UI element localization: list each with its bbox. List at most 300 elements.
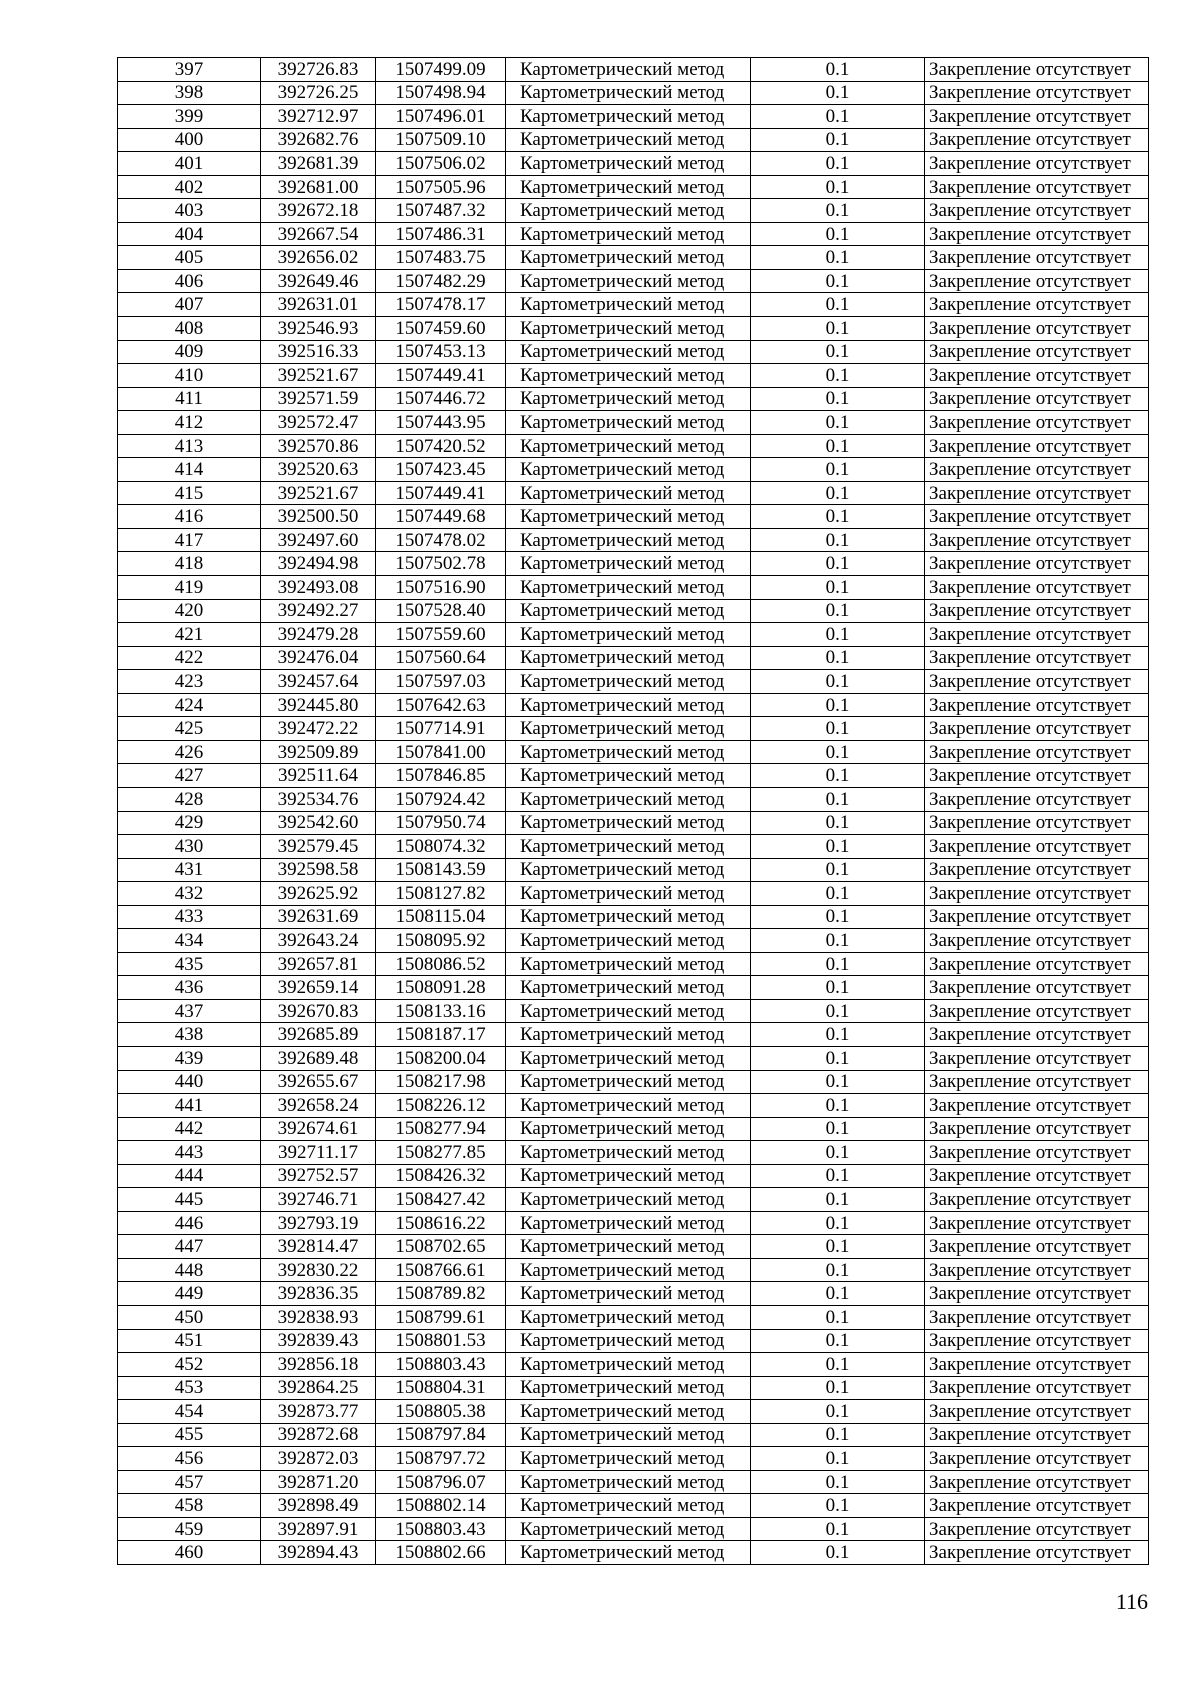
method-cell: Картометрический метод [506,1305,751,1329]
y-coordinate-cell: 1507714.91 [376,717,506,741]
x-coordinate-cell: 392672.18 [261,199,376,223]
method-cell: Картометрический метод [506,105,751,129]
table-row [118,740,1149,764]
fixing-description-cell: Закрепление отсутствует [925,599,1149,623]
method-cell: Картометрический метод [506,1235,751,1259]
fixing-description-cell: Закрепление отсутствует [925,152,1149,176]
method-cell: Картометрический метод [506,717,751,741]
point-number-cell: 425 [118,717,261,741]
x-coordinate-cell: 392898.49 [261,1494,376,1518]
fixing-description-cell: Закрепление отсутствует [925,1376,1149,1400]
x-coordinate-cell: 392598.58 [261,858,376,882]
fixing-description-cell: Закрепление отсутствует [925,1117,1149,1141]
table-row [118,1376,1149,1400]
point-number-cell: 444 [118,1164,261,1188]
table-row [118,787,1149,811]
fixing-description-cell: Закрепление отсутствует [925,858,1149,882]
point-number-cell: 455 [118,1423,261,1447]
accuracy-cell: 0.1 [751,1353,925,1377]
y-coordinate-cell: 1507560.64 [376,646,506,670]
fixing-description-cell: Закрепление отсутствует [925,128,1149,152]
accuracy-cell: 0.1 [751,105,925,129]
point-number-cell: 404 [118,222,261,246]
point-number-cell: 434 [118,929,261,953]
y-coordinate-cell: 1507478.17 [376,293,506,317]
point-number-cell: 442 [118,1117,261,1141]
table-row [118,528,1149,552]
accuracy-cell: 0.1 [751,1541,925,1565]
fixing-description-cell: Закрепление отсутствует [925,905,1149,929]
table-row [118,1447,1149,1471]
accuracy-cell: 0.1 [751,1164,925,1188]
fixing-description-cell: Закрепление отсутствует [925,999,1149,1023]
accuracy-cell: 0.1 [751,882,925,906]
method-cell: Картометрический метод [506,811,751,835]
fixing-description-cell: Закрепление отсутствует [925,505,1149,529]
accuracy-cell: 0.1 [751,623,925,647]
point-number-cell: 413 [118,434,261,458]
point-number-cell: 446 [118,1211,261,1235]
table-row [118,1188,1149,1212]
fixing-description-cell: Закрепление отсутствует [925,693,1149,717]
x-coordinate-cell: 392520.63 [261,458,376,482]
accuracy-cell: 0.1 [751,505,925,529]
method-cell: Картометрический метод [506,1282,751,1306]
y-coordinate-cell: 1508801.53 [376,1329,506,1353]
y-coordinate-cell: 1508766.61 [376,1258,506,1282]
fixing-description-cell: Закрепление отсутствует [925,1094,1149,1118]
accuracy-cell: 0.1 [751,175,925,199]
accuracy-cell: 0.1 [751,387,925,411]
y-coordinate-cell: 1507499.09 [376,58,506,82]
method-cell: Картометрический метод [506,999,751,1023]
method-cell: Картометрический метод [506,858,751,882]
y-coordinate-cell: 1507559.60 [376,623,506,647]
accuracy-cell: 0.1 [751,1517,925,1541]
point-number-cell: 438 [118,1023,261,1047]
point-number-cell: 424 [118,693,261,717]
accuracy-cell: 0.1 [751,1400,925,1424]
point-number-cell: 431 [118,858,261,882]
fixing-description-cell: Закрепление отсутствует [925,269,1149,293]
accuracy-cell: 0.1 [751,599,925,623]
x-coordinate-cell: 392670.83 [261,999,376,1023]
accuracy-cell: 0.1 [751,1094,925,1118]
method-cell: Картометрический метод [506,646,751,670]
x-coordinate-cell: 392839.43 [261,1329,376,1353]
x-coordinate-cell: 392631.69 [261,905,376,929]
method-cell: Картометрический метод [506,293,751,317]
accuracy-cell: 0.1 [751,976,925,1000]
x-coordinate-cell: 392682.76 [261,128,376,152]
point-number-cell: 423 [118,670,261,694]
y-coordinate-cell: 1507846.85 [376,764,506,788]
fixing-description-cell: Закрепление отсутствует [925,1470,1149,1494]
accuracy-cell: 0.1 [751,811,925,835]
x-coordinate-cell: 392457.64 [261,670,376,694]
accuracy-cell: 0.1 [751,1494,925,1518]
x-coordinate-cell: 392752.57 [261,1164,376,1188]
fixing-description-cell: Закрепление отсутствует [925,1070,1149,1094]
x-coordinate-cell: 392793.19 [261,1211,376,1235]
accuracy-cell: 0.1 [751,1447,925,1471]
table-row [118,576,1149,600]
y-coordinate-cell: 1508805.38 [376,1400,506,1424]
fixing-description-cell: Закрепление отсутствует [925,175,1149,199]
y-coordinate-cell: 1508797.84 [376,1423,506,1447]
accuracy-cell: 0.1 [751,340,925,364]
x-coordinate-cell: 392542.60 [261,811,376,835]
method-cell: Картометрический метод [506,693,751,717]
table-row [118,434,1149,458]
x-coordinate-cell: 392836.35 [261,1282,376,1306]
accuracy-cell: 0.1 [751,835,925,859]
method-cell: Картометрический метод [506,340,751,364]
table-row [118,1070,1149,1094]
table-row [118,1282,1149,1306]
fixing-description-cell: Закрепление отсутствует [925,811,1149,835]
method-cell: Картометрический метод [506,976,751,1000]
table-row [118,882,1149,906]
method-cell: Картометрический метод [506,505,751,529]
point-number-cell: 403 [118,199,261,223]
table-row [118,1023,1149,1047]
table-row [118,1541,1149,1565]
table-row [118,222,1149,246]
y-coordinate-cell: 1507449.41 [376,481,506,505]
point-number-cell: 419 [118,576,261,600]
y-coordinate-cell: 1507506.02 [376,152,506,176]
y-coordinate-cell: 1507443.95 [376,411,506,435]
fixing-description-cell: Закрепление отсутствует [925,222,1149,246]
accuracy-cell: 0.1 [751,787,925,811]
method-cell: Картометрический метод [506,1211,751,1235]
accuracy-cell: 0.1 [751,528,925,552]
method-cell: Картометрический метод [506,1070,751,1094]
accuracy-cell: 0.1 [751,364,925,388]
accuracy-cell: 0.1 [751,152,925,176]
y-coordinate-cell: 1508803.43 [376,1353,506,1377]
y-coordinate-cell: 1507841.00 [376,740,506,764]
fixing-description-cell: Закрепление отсутствует [925,1046,1149,1070]
x-coordinate-cell: 392572.47 [261,411,376,435]
x-coordinate-cell: 392746.71 [261,1188,376,1212]
accuracy-cell: 0.1 [751,128,925,152]
point-number-cell: 398 [118,81,261,105]
x-coordinate-cell: 392497.60 [261,528,376,552]
method-cell: Картометрический метод [506,128,751,152]
x-coordinate-cell: 392546.93 [261,317,376,341]
point-number-cell: 440 [118,1070,261,1094]
method-cell: Картометрический метод [506,905,751,929]
accuracy-cell: 0.1 [751,693,925,717]
point-number-cell: 407 [118,293,261,317]
method-cell: Картометрический метод [506,952,751,976]
point-number-cell: 453 [118,1376,261,1400]
fixing-description-cell: Закрепление отсутствует [925,1188,1149,1212]
table-row [118,835,1149,859]
y-coordinate-cell: 1507516.90 [376,576,506,600]
y-coordinate-cell: 1508187.17 [376,1023,506,1047]
point-number-cell: 443 [118,1141,261,1165]
fixing-description-cell: Закрепление отсутствует [925,1211,1149,1235]
fixing-description-cell: Закрепление отсутствует [925,1329,1149,1353]
table-row [118,552,1149,576]
x-coordinate-cell: 392873.77 [261,1400,376,1424]
accuracy-cell: 0.1 [751,905,925,929]
accuracy-cell: 0.1 [751,1329,925,1353]
y-coordinate-cell: 1508133.16 [376,999,506,1023]
x-coordinate-cell: 392681.39 [261,152,376,176]
point-number-cell: 406 [118,269,261,293]
fixing-description-cell: Закрепление отсутствует [925,1423,1149,1447]
table-row [118,411,1149,435]
method-cell: Картометрический метод [506,317,751,341]
fixing-description-cell: Закрепление отсутствует [925,1282,1149,1306]
accuracy-cell: 0.1 [751,458,925,482]
table-row [118,1470,1149,1494]
accuracy-cell: 0.1 [751,1282,925,1306]
table-row [118,481,1149,505]
accuracy-cell: 0.1 [751,929,925,953]
y-coordinate-cell: 1507597.03 [376,670,506,694]
method-cell: Картометрический метод [506,1376,751,1400]
fixing-description-cell: Закрепление отсутствует [925,717,1149,741]
fixing-description-cell: Закрепление отсутствует [925,246,1149,270]
x-coordinate-cell: 392476.04 [261,646,376,670]
point-number-cell: 428 [118,787,261,811]
table-row [118,269,1149,293]
point-number-cell: 418 [118,552,261,576]
x-coordinate-cell: 392838.93 [261,1305,376,1329]
point-number-cell: 448 [118,1258,261,1282]
method-cell: Картометрический метод [506,929,751,953]
fixing-description-cell: Закрепление отсутствует [925,1235,1149,1259]
point-number-cell: 436 [118,976,261,1000]
table-row [118,58,1149,82]
coordinates-table-body [118,58,1149,1565]
y-coordinate-cell: 1507496.01 [376,105,506,129]
accuracy-cell: 0.1 [751,670,925,694]
y-coordinate-cell: 1508799.61 [376,1305,506,1329]
method-cell: Картометрический метод [506,1494,751,1518]
method-cell: Картометрический метод [506,411,751,435]
point-number-cell: 416 [118,505,261,529]
x-coordinate-cell: 392871.20 [261,1470,376,1494]
accuracy-cell: 0.1 [751,1376,925,1400]
x-coordinate-cell: 392570.86 [261,434,376,458]
y-coordinate-cell: 1508797.72 [376,1447,506,1471]
y-coordinate-cell: 1508200.04 [376,1046,506,1070]
x-coordinate-cell: 392571.59 [261,387,376,411]
fixing-description-cell: Закрепление отсутствует [925,58,1149,82]
accuracy-cell: 0.1 [751,222,925,246]
y-coordinate-cell: 1507509.10 [376,128,506,152]
y-coordinate-cell: 1508086.52 [376,952,506,976]
point-number-cell: 454 [118,1400,261,1424]
fixing-description-cell: Закрепление отсутствует [925,740,1149,764]
accuracy-cell: 0.1 [751,646,925,670]
accuracy-cell: 0.1 [751,269,925,293]
table-row [118,152,1149,176]
table-row [118,364,1149,388]
fixing-description-cell: Закрепление отсутствует [925,1517,1149,1541]
point-number-cell: 401 [118,152,261,176]
table-row [118,340,1149,364]
fixing-description-cell: Закрепление отсутствует [925,411,1149,435]
table-row [118,693,1149,717]
y-coordinate-cell: 1507487.32 [376,199,506,223]
fixing-description-cell: Закрепление отсутствует [925,576,1149,600]
accuracy-cell: 0.1 [751,552,925,576]
fixing-description-cell: Закрепление отсутствует [925,199,1149,223]
y-coordinate-cell: 1508277.94 [376,1117,506,1141]
fixing-description-cell: Закрепление отсутствует [925,317,1149,341]
y-coordinate-cell: 1508802.66 [376,1541,506,1565]
fixing-description-cell: Закрепление отсутствует [925,105,1149,129]
point-number-cell: 441 [118,1094,261,1118]
table-row [118,81,1149,105]
method-cell: Картометрический метод [506,670,751,694]
x-coordinate-cell: 392534.76 [261,787,376,811]
y-coordinate-cell: 1508277.85 [376,1141,506,1165]
fixing-description-cell: Закрепление отсутствует [925,340,1149,364]
point-number-cell: 422 [118,646,261,670]
x-coordinate-cell: 392445.80 [261,693,376,717]
method-cell: Картометрический метод [506,528,751,552]
method-cell: Картометрический метод [506,835,751,859]
y-coordinate-cell: 1507482.29 [376,269,506,293]
x-coordinate-cell: 392689.48 [261,1046,376,1070]
accuracy-cell: 0.1 [751,246,925,270]
method-cell: Картометрический метод [506,387,751,411]
y-coordinate-cell: 1507505.96 [376,175,506,199]
x-coordinate-cell: 392726.25 [261,81,376,105]
point-number-cell: 459 [118,1517,261,1541]
point-number-cell: 411 [118,387,261,411]
coordinates-table [117,57,1149,1565]
point-number-cell: 457 [118,1470,261,1494]
point-number-cell: 399 [118,105,261,129]
y-coordinate-cell: 1508702.65 [376,1235,506,1259]
method-cell: Картометрический метод [506,1423,751,1447]
table-row [118,1353,1149,1377]
accuracy-cell: 0.1 [751,1188,925,1212]
y-coordinate-cell: 1507950.74 [376,811,506,835]
point-number-cell: 410 [118,364,261,388]
x-coordinate-cell: 392655.67 [261,1070,376,1094]
x-coordinate-cell: 392493.08 [261,576,376,600]
point-number-cell: 405 [118,246,261,270]
accuracy-cell: 0.1 [751,293,925,317]
accuracy-cell: 0.1 [751,1023,925,1047]
y-coordinate-cell: 1508796.07 [376,1470,506,1494]
table-row [118,128,1149,152]
point-number-cell: 420 [118,599,261,623]
table-row [118,1211,1149,1235]
table-row [118,858,1149,882]
accuracy-cell: 0.1 [751,740,925,764]
accuracy-cell: 0.1 [751,317,925,341]
method-cell: Картометрический метод [506,1188,751,1212]
x-coordinate-cell: 392657.81 [261,952,376,976]
y-coordinate-cell: 1507498.94 [376,81,506,105]
point-number-cell: 432 [118,882,261,906]
y-coordinate-cell: 1507924.42 [376,787,506,811]
table-row [118,717,1149,741]
table-row [118,952,1149,976]
accuracy-cell: 0.1 [751,576,925,600]
method-cell: Картометрический метод [506,175,751,199]
table-row [118,976,1149,1000]
method-cell: Картометрический метод [506,1541,751,1565]
x-coordinate-cell: 392521.67 [261,364,376,388]
point-number-cell: 409 [118,340,261,364]
y-coordinate-cell: 1508789.82 [376,1282,506,1306]
fixing-description-cell: Закрепление отсутствует [925,882,1149,906]
method-cell: Картометрический метод [506,764,751,788]
table-row [118,387,1149,411]
accuracy-cell: 0.1 [751,481,925,505]
y-coordinate-cell: 1508802.14 [376,1494,506,1518]
method-cell: Картометрический метод [506,576,751,600]
accuracy-cell: 0.1 [751,58,925,82]
method-cell: Картометрический метод [506,740,751,764]
accuracy-cell: 0.1 [751,764,925,788]
y-coordinate-cell: 1508803.43 [376,1517,506,1541]
x-coordinate-cell: 392492.27 [261,599,376,623]
fixing-description-cell: Закрепление отсутствует [925,1353,1149,1377]
method-cell: Картометрический метод [506,1470,751,1494]
y-coordinate-cell: 1507449.41 [376,364,506,388]
method-cell: Картометрический метод [506,1164,751,1188]
fixing-description-cell: Закрепление отсутствует [925,293,1149,317]
table-row [118,811,1149,835]
x-coordinate-cell: 392625.92 [261,882,376,906]
x-coordinate-cell: 392649.46 [261,269,376,293]
y-coordinate-cell: 1508091.28 [376,976,506,1000]
x-coordinate-cell: 392872.68 [261,1423,376,1447]
x-coordinate-cell: 392674.61 [261,1117,376,1141]
x-coordinate-cell: 392711.17 [261,1141,376,1165]
point-number-cell: 430 [118,835,261,859]
point-number-cell: 458 [118,1494,261,1518]
table-row [118,458,1149,482]
point-number-cell: 421 [118,623,261,647]
point-number-cell: 433 [118,905,261,929]
table-row [118,999,1149,1023]
point-number-cell: 439 [118,1046,261,1070]
x-coordinate-cell: 392511.64 [261,764,376,788]
method-cell: Картометрический метод [506,246,751,270]
point-number-cell: 400 [118,128,261,152]
fixing-description-cell: Закрепление отсутствует [925,481,1149,505]
y-coordinate-cell: 1508427.42 [376,1188,506,1212]
accuracy-cell: 0.1 [751,199,925,223]
x-coordinate-cell: 392872.03 [261,1447,376,1471]
fixing-description-cell: Закрепление отсутствует [925,952,1149,976]
y-coordinate-cell: 1507486.31 [376,222,506,246]
point-number-cell: 415 [118,481,261,505]
x-coordinate-cell: 392659.14 [261,976,376,1000]
y-coordinate-cell: 1508616.22 [376,1211,506,1235]
method-cell: Картометрический метод [506,1400,751,1424]
method-cell: Картометрический метод [506,58,751,82]
x-coordinate-cell: 392894.43 [261,1541,376,1565]
method-cell: Картометрический метод [506,1258,751,1282]
accuracy-cell: 0.1 [751,1305,925,1329]
table-row [118,246,1149,270]
